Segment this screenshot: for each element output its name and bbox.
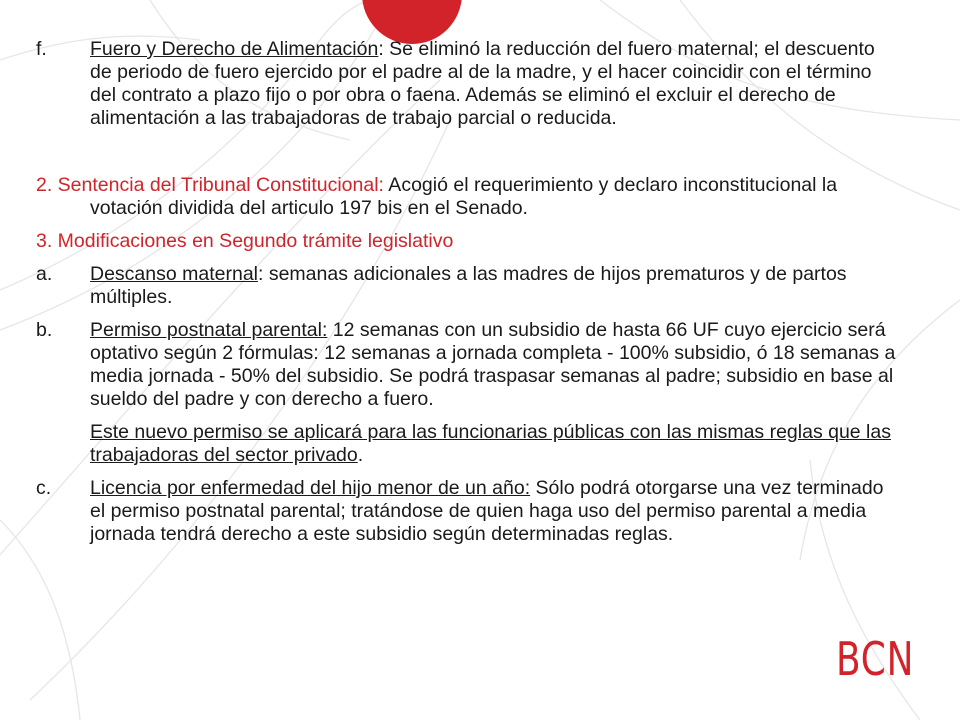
item-heading: Permiso postnatal parental:	[90, 319, 328, 341]
item-heading: Licencia por enfermedad del hijo menor de un año:	[90, 477, 531, 499]
section-heading: 3. Modificaciones en Segundo trámite legislativo	[36, 230, 454, 252]
item-extra: Este nuevo permiso se aplicará para las funcionarias públicas con las mismas reglas que las trabajadoras del sector privado	[90, 421, 891, 466]
list-marker: f.	[36, 38, 47, 60]
section-3	[36, 230, 896, 253]
list-item-c	[36, 477, 896, 546]
section-text: Acogió el requerimiento y declaro inconstitucional la votación dividida del articulo 197 bis en el Senado.	[90, 174, 838, 219]
item-heading: Descanso maternal	[90, 263, 258, 285]
list-item-a	[36, 263, 896, 309]
list-item-b-extra	[36, 421, 896, 467]
list-marker: c.	[36, 477, 52, 499]
item-text: 12 semanas con un subsidio de hasta 66 UF cuyo ejercicio será optativo según 2 fórmulas: 12 semanas a jornada completa - 100% subsidio, ó 18 semanas a media jornada - 50% del subsidio. Se podrá traspasar semanas al padre; subsidio en base al sueldo del padre y con derecho a fuero.	[90, 319, 896, 410]
list-item-b	[36, 319, 896, 411]
item-extra-end: .	[357, 444, 364, 466]
section-2	[36, 174, 896, 220]
item-text: : semanas adicionales a las madres de hijos prematuros y de partos múltiples.	[90, 263, 847, 308]
item-heading: Fuero y Derecho de Alimentación	[90, 38, 379, 60]
list-marker: a.	[36, 263, 53, 285]
bcn-logo: BCN	[836, 632, 915, 686]
section-heading: 2. Sentencia del Tribunal Constitucional:	[36, 174, 384, 196]
list-item-f	[36, 38, 896, 130]
list-marker: b.	[36, 319, 53, 341]
item-text: Sólo podrá otorgarse una vez terminado el permiso postnatal parental; tratándose de quien haga uso del permiso parental a media jornada tendrá derecho a este subsidio según determinadas reglas.	[90, 477, 884, 545]
content	[36, 38, 896, 546]
item-text: : Se eliminó la reducción del fuero maternal; el descuento de periodo de fuero ejercido por el padre al de la madre, y el hacer coincidir con el término del contrato a plazo fijo o por obra o faena. Además se eliminó el excluir el derecho de alimentación a las trabajadoras de trabajo parcial o reducida.	[90, 38, 875, 129]
